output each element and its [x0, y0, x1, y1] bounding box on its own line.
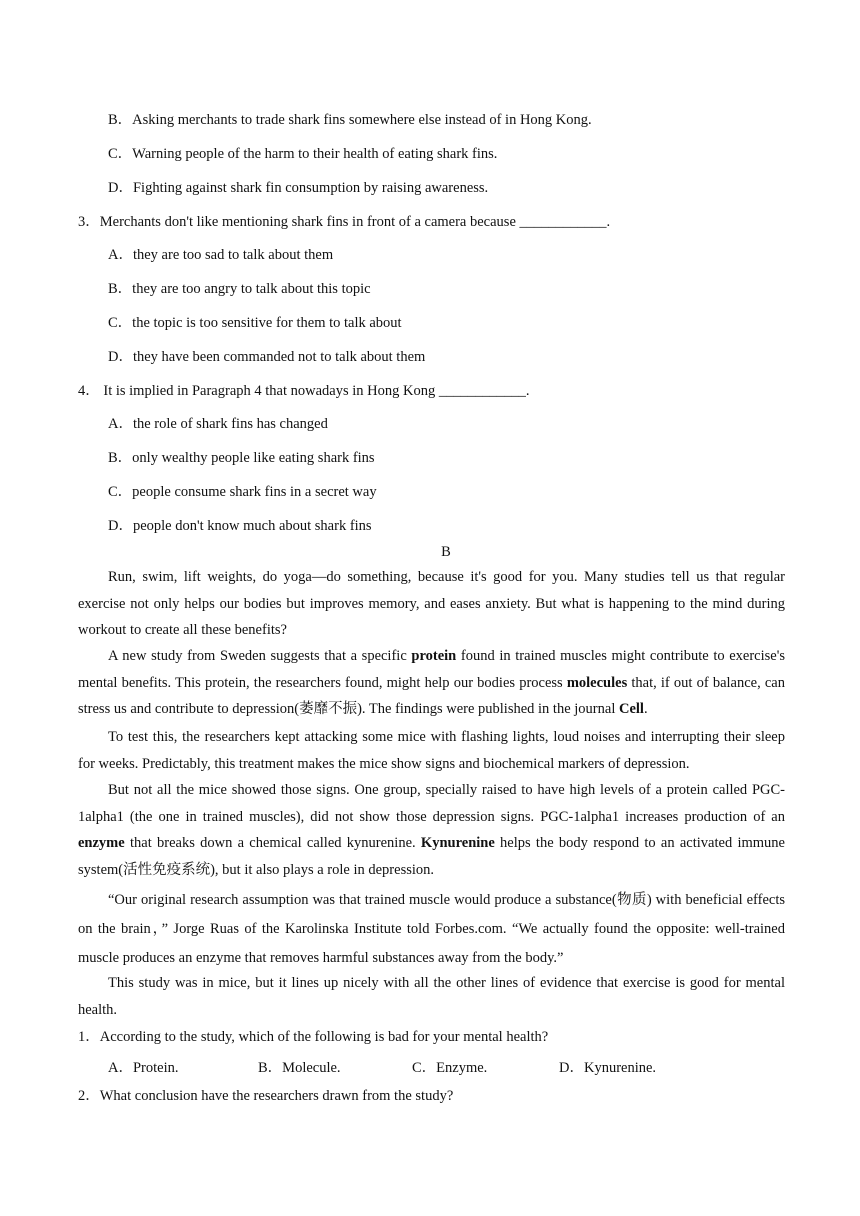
b-q1-option-a: A．Protein. — [108, 1060, 179, 1076]
q4-option-a: A．the role of shark fins has changed — [108, 416, 328, 432]
keyword-protein: protein — [411, 648, 457, 664]
p2-text-1: A new study from Sweden suggests that a specific — [108, 648, 412, 664]
q3-option-c: C．the topic is too sensitive for them to talk about — [108, 315, 402, 331]
keyword-molecules: molecules — [566, 674, 628, 691]
p2-text-4: . — [643, 701, 648, 717]
p4-text-3: helps the body respond to an activated immune system(活性免疫系统), but it also plays a role in depression. — [78, 835, 785, 878]
b-q1-option-b: B．Molecule. — [258, 1060, 341, 1076]
passage-paragraph-5: “Our original research assumption was that trained muscle would produce a substance(物质) with beneficial effects on the brain，” Jorge Ruas of the Karolinska Institute told Forbes.com. “We actually found the opposite: well-trained muscle produces an enzyme that removes harmful substances away from the body.” — [78, 892, 785, 966]
question-3-stem: 3．Merchants don't like mentioning shark fins in front of a camera because ____________. — [78, 214, 611, 230]
question-4-stem: 4． It is implied in Paragraph 4 that nowadays in Hong Kong ____________. — [78, 383, 530, 399]
q4-option-d: D．people don't know much about shark fins — [108, 518, 372, 534]
q2-option-d: D．Fighting against shark fin consumption by raising awareness. — [108, 180, 489, 196]
q3-option-d: D．they have been commanded not to talk about them — [108, 349, 426, 365]
b-q1-option-c: C．Enzyme. — [412, 1060, 488, 1076]
passage-paragraph-6: This study was in mice, but it lines up nicely with all the other lines of evidence that exercise is good for mental health. — [78, 975, 785, 1018]
p2-text-3: that, if out of balance, can stress us and contribute to depression(萎靡不振). The findings were published in the journal — [78, 674, 785, 717]
b-question-2-stem: 2．What conclusion have the researchers drawn from the study? — [78, 1088, 454, 1104]
p4-text-2: that breaks down a chemical called kynurenine. — [124, 835, 421, 851]
q4-option-c: C．people consume shark fins in a secret way — [108, 484, 377, 500]
q2-option-b: B．Asking merchants to trade shark fins somewhere else instead of in Hong Kong. — [108, 112, 592, 128]
q3-option-b: B．they are too angry to talk about this topic — [108, 281, 371, 297]
passage-paragraph-1: Run, swim, lift weights, do yoga—do something, because it's good for you. Many studies tell us that regular exercise not only helps our bodies but improves memory, and eases anxiety. But what is happening to the mind during workout to create all these benefits? — [78, 569, 785, 638]
p2-text-2: found in trained muscles might contribute to exercise's mental benefits. This protein, the researchers found, might help our bodies process — [78, 648, 785, 691]
keyword-kynurenine: Kynurenine — [420, 835, 495, 851]
passage-paragraph-3: To test this, the researchers kept attacking some mice with flashing lights, loud noises and interrupting their sleep for weeks. Predictably, this treatment makes the mice show signs and biochemical markers of depression. — [78, 729, 785, 772]
b-question-1-stem: 1．According to the study, which of the following is bad for your mental health? — [78, 1029, 549, 1045]
p4-text-1: But not all the mice showed those signs. One group, specially raised to have high levels of a protein called PGC-1alpha1 (the one in trained muscles), did not show those depression signs. PGC-1alpha1 increases production of an — [78, 782, 785, 825]
section-label: B — [441, 544, 451, 560]
b-question-1-options — [108, 1056, 728, 1076]
q4-option-b: B．only wealthy people like eating shark fins — [108, 450, 375, 466]
keyword-enzyme: enzyme — [78, 835, 125, 851]
keyword-cell: Cell — [618, 701, 644, 717]
b-q1-option-d: D．Kynurenine. — [559, 1060, 657, 1076]
passage-paragraph-2 — [78, 643, 785, 723]
q2-option-c: C．Warning people of the harm to their health of eating shark fins. — [108, 146, 498, 162]
passage-paragraph-4 — [78, 777, 785, 883]
q3-option-a: A．they are too sad to talk about them — [108, 247, 334, 263]
